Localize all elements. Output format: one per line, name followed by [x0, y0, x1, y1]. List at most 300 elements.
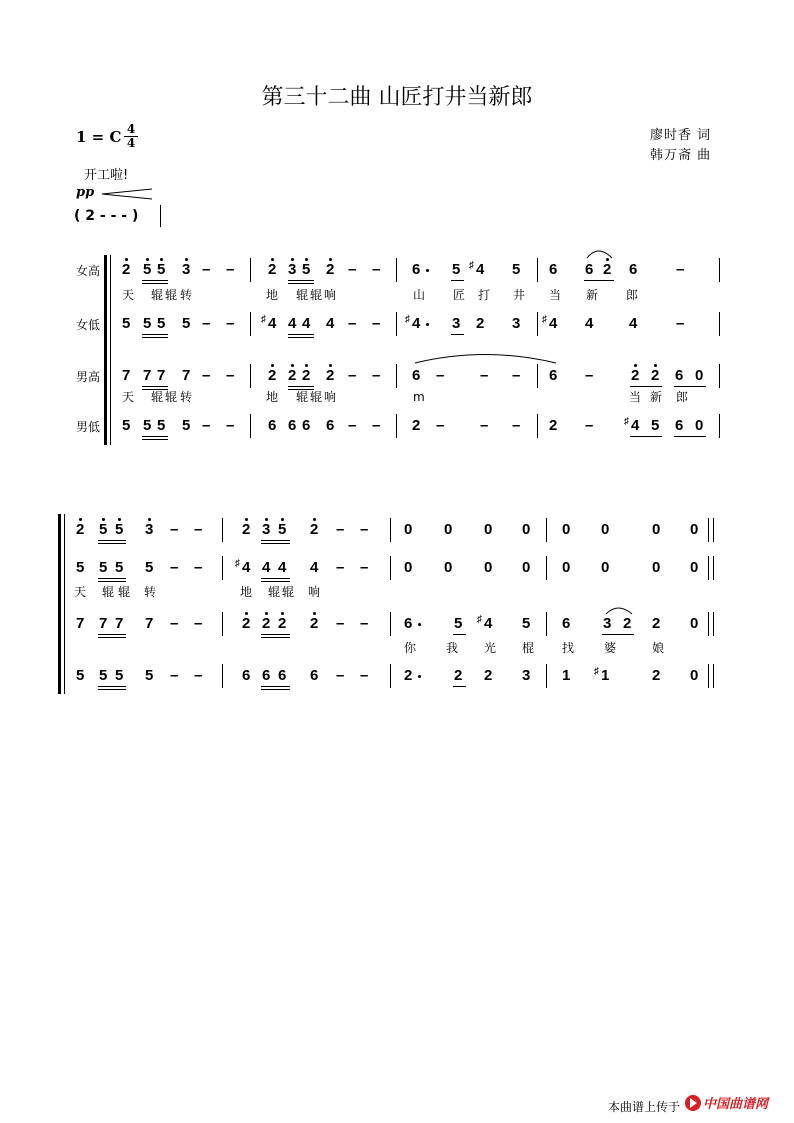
- note: 5: [143, 315, 152, 332]
- beam-underline: [261, 543, 290, 544]
- note: 2: [326, 261, 335, 278]
- note: 4 ♯: [542, 314, 558, 332]
- note: 5: [122, 315, 131, 332]
- extension-dash: –: [512, 417, 521, 434]
- extension-dash: –: [436, 367, 445, 384]
- system-bracket: [58, 514, 61, 694]
- lyric-alto: 地: [240, 585, 253, 599]
- octave-dot-high: [160, 258, 163, 261]
- meter-top: 4: [126, 122, 136, 136]
- note: 6: [242, 667, 251, 684]
- beam-underline: [98, 578, 126, 579]
- note: 7: [145, 615, 154, 632]
- note: 2: [262, 615, 271, 632]
- barline: [396, 258, 397, 282]
- octave-dot-high: [271, 258, 274, 261]
- final-barline: [708, 556, 709, 580]
- lyric-tenor: 郎: [676, 390, 689, 404]
- octave-dot-high: [305, 258, 308, 261]
- octave-dot-high: [329, 364, 332, 367]
- barline: [396, 312, 397, 336]
- beam-underline: [142, 334, 168, 335]
- note: 4: [302, 315, 311, 332]
- octave-dot-high: [146, 258, 149, 261]
- barline: [250, 364, 251, 388]
- extension-dash: –: [372, 261, 381, 278]
- note: 2: [326, 367, 335, 384]
- lyric-tenor-2: 找: [562, 641, 575, 655]
- note: 4 ♯: [235, 558, 251, 576]
- rest: 0: [601, 559, 610, 576]
- rest: 0: [484, 559, 493, 576]
- beam-underline: [98, 637, 126, 638]
- beam-underline: [142, 386, 168, 387]
- lyric-soprano: 井: [513, 288, 526, 302]
- extension-dash: –: [372, 315, 381, 332]
- part-label: 男高: [76, 370, 101, 384]
- note: 2: [549, 417, 558, 434]
- note: 1: [562, 667, 571, 684]
- barline: [719, 364, 720, 388]
- lyric-tenor-2: 棍: [522, 641, 535, 655]
- note: 2: [242, 615, 251, 632]
- lyric-tenor-2: 你: [404, 641, 417, 655]
- lyric-soprano: 郎: [626, 288, 639, 302]
- final-barline: [713, 556, 714, 580]
- lyric-soprano: 山: [413, 288, 426, 302]
- note: 7: [182, 367, 191, 384]
- meter-bottom: 4: [126, 136, 136, 150]
- final-barline: [713, 664, 714, 688]
- sharp-sign: ♯: [405, 314, 410, 325]
- crescendo-hairpin: [100, 187, 154, 201]
- sharp-sign: ♯: [542, 314, 547, 325]
- extension-dash: –: [585, 417, 594, 434]
- lyric-alto: 转: [144, 585, 157, 599]
- beam-underline: [288, 337, 314, 338]
- intro-text: 开工啦!: [84, 168, 129, 183]
- beam-underline: [630, 386, 662, 387]
- barline: [546, 612, 547, 636]
- note: 5: [157, 261, 166, 278]
- lyric-alto: 天: [74, 585, 87, 599]
- intro-barline: [160, 205, 161, 227]
- note: 5: [99, 521, 108, 538]
- rest: 0: [695, 367, 704, 384]
- extension-dash: –: [360, 521, 369, 538]
- beam-underline: [261, 540, 290, 541]
- note: 7: [122, 367, 131, 384]
- note: 2: [404, 667, 413, 684]
- lyric-soprano: 当: [549, 288, 562, 302]
- note: 7: [99, 615, 108, 632]
- lyric-tenor-2: 娘: [652, 641, 665, 655]
- lyric-tenor: 辊: [310, 390, 323, 404]
- note: 2: [268, 261, 277, 278]
- lyric-soprano: 响: [324, 288, 337, 302]
- system-bracket-thin: [110, 255, 111, 445]
- barline: [250, 414, 251, 438]
- rest: 0: [444, 559, 453, 576]
- barline: [546, 556, 547, 580]
- beam-underline: [98, 634, 126, 635]
- time-signature: [124, 124, 138, 149]
- extension-dash: –: [170, 667, 179, 684]
- extension-dash: –: [348, 261, 357, 278]
- note: 3: [512, 315, 521, 332]
- system-bracket-thin: [64, 514, 65, 694]
- beam-underline: [453, 686, 466, 687]
- octave-dot-high: [265, 612, 268, 615]
- extension-dash: –: [194, 521, 203, 538]
- note: 2: [310, 521, 319, 538]
- octave-dot-high: [265, 518, 268, 521]
- note: 6: [549, 261, 558, 278]
- slur: [415, 355, 556, 364]
- beam-underline: [142, 280, 168, 281]
- beam-underline: [98, 543, 126, 544]
- rest: 0: [404, 559, 413, 576]
- lyric-soprano: 天: [122, 288, 135, 302]
- note: 5: [143, 417, 152, 434]
- octave-dot-high: [291, 364, 294, 367]
- note: 2: [288, 367, 297, 384]
- barline: [390, 664, 391, 688]
- part-label: 女高: [76, 264, 101, 278]
- beam-underline: [98, 540, 126, 541]
- octave-dot-high: [305, 364, 308, 367]
- extension-dash: –: [360, 615, 369, 632]
- sharp-sign: ♯: [594, 666, 599, 677]
- extension-dash: –: [372, 367, 381, 384]
- note: 2: [484, 667, 493, 684]
- extension-dash: –: [202, 261, 211, 278]
- composer-credit: 韩万斋 曲: [650, 148, 712, 163]
- slur: [606, 608, 632, 614]
- sharp-sign: ♯: [469, 260, 474, 271]
- note: 6: [675, 367, 684, 384]
- extension-dash: –: [194, 615, 203, 632]
- octave-dot-high: [79, 518, 82, 521]
- lyric-tenor: 辊: [151, 390, 164, 404]
- rest: 0: [690, 559, 699, 576]
- rest: 0: [562, 559, 571, 576]
- note: 5: [452, 261, 461, 278]
- barline: [719, 312, 720, 336]
- note: 4: [262, 559, 271, 576]
- lyric-tenor-2: 婆: [604, 641, 617, 655]
- lyric-tenor: 天: [122, 390, 135, 404]
- note: 2: [476, 315, 485, 332]
- lyric-soprano: 辊: [151, 288, 164, 302]
- rest: 0: [690, 667, 699, 684]
- extension-dash: –: [202, 417, 211, 434]
- barline: [390, 518, 391, 542]
- sharp-sign: ♯: [235, 558, 240, 569]
- note: 3: [452, 315, 461, 332]
- extension-dash: –: [336, 667, 345, 684]
- lyric-alto: 辊: [118, 585, 131, 599]
- beam-underline: [451, 334, 464, 335]
- intro-phrase: ( 2 - - - ): [74, 208, 139, 224]
- part-label: 男低: [76, 420, 101, 434]
- lyricist-credit: 廖时香 词: [650, 128, 712, 143]
- lyric-alto: 辊: [282, 585, 295, 599]
- lyric-tenor: m: [413, 390, 425, 404]
- barline: [537, 364, 538, 388]
- barline: [546, 518, 547, 542]
- rest: 0: [652, 521, 661, 538]
- note: 4: [326, 315, 335, 332]
- barline: [390, 556, 391, 580]
- extension-dash: –: [348, 417, 357, 434]
- extension-dash: –: [202, 315, 211, 332]
- extension-dash: –: [480, 367, 489, 384]
- beam-underline: [288, 283, 314, 284]
- final-barline: [708, 664, 709, 688]
- note: 6: [675, 417, 684, 434]
- beam-underline: [451, 280, 464, 281]
- extension-dash: –: [226, 367, 235, 384]
- octave-dot-high: [329, 258, 332, 261]
- sharp-sign: ♯: [477, 614, 482, 625]
- beam-underline: [98, 581, 126, 582]
- beam-underline: [453, 634, 466, 635]
- sharp-sign: ♯: [261, 314, 266, 325]
- octave-dot-high: [271, 364, 274, 367]
- octave-dot-high: [606, 258, 609, 261]
- rest: 0: [404, 521, 413, 538]
- note: 5: [115, 559, 124, 576]
- note: 2: [302, 367, 311, 384]
- note: 5: [122, 417, 131, 434]
- note: 4 ♯: [405, 314, 421, 332]
- lyric-soprano: 辊: [296, 288, 309, 302]
- note: 5: [454, 615, 463, 632]
- beam-underline: [261, 581, 290, 582]
- rest: 0: [652, 559, 661, 576]
- note: 7: [115, 615, 124, 632]
- note: 2: [631, 367, 640, 384]
- extension-dash: –: [360, 667, 369, 684]
- note: 1 ♯: [594, 666, 610, 684]
- note: 5: [512, 261, 521, 278]
- note: 3: [603, 615, 612, 632]
- note: 5: [76, 667, 85, 684]
- rest: 0: [522, 559, 531, 576]
- extension-dash: –: [676, 261, 685, 278]
- lyric-soprano: 新: [586, 288, 599, 302]
- lyric-tenor: 当: [629, 390, 642, 404]
- final-barline: [713, 518, 714, 542]
- note: 3: [182, 261, 191, 278]
- note: 4: [629, 315, 638, 332]
- note: 2: [603, 261, 612, 278]
- note: 6: [262, 667, 271, 684]
- note: 7: [157, 367, 166, 384]
- beam-underline: [674, 436, 706, 437]
- note: 5: [157, 417, 166, 434]
- barline: [537, 258, 538, 282]
- extension-dash: –: [372, 417, 381, 434]
- note: 7: [143, 367, 152, 384]
- extension-dash: –: [360, 559, 369, 576]
- extension-dash: –: [202, 367, 211, 384]
- note: 2: [651, 367, 660, 384]
- lyric-soprano: 辊: [165, 288, 178, 302]
- octave-dot-high: [313, 612, 316, 615]
- beam-underline: [142, 439, 168, 440]
- extension-dash: –: [336, 559, 345, 576]
- barline: [537, 414, 538, 438]
- lyric-alto: 辊: [102, 585, 115, 599]
- note: 5: [99, 667, 108, 684]
- note: 6: [302, 417, 311, 434]
- beam-underline: [98, 686, 126, 687]
- note: 5: [302, 261, 311, 278]
- beam-underline: [602, 634, 634, 635]
- barline: [222, 518, 223, 542]
- extension-dash: –: [512, 367, 521, 384]
- note: 6: [549, 367, 558, 384]
- note: 6: [629, 261, 638, 278]
- lyric-tenor-2: 光: [484, 641, 497, 655]
- note: 5: [115, 521, 124, 538]
- rest: 0: [562, 521, 571, 538]
- beam-underline: [98, 689, 126, 690]
- note: 3: [522, 667, 531, 684]
- note: 2: [454, 667, 463, 684]
- note: 3: [262, 521, 271, 538]
- barline: [719, 258, 720, 282]
- augmentation-dot: [418, 675, 421, 678]
- footer-text: 本曲谱上传于: [607, 1100, 680, 1114]
- svg-text:中国曲谱网: 中国曲谱网: [703, 1097, 769, 1112]
- octave-dot-high: [281, 518, 284, 521]
- beam-underline: [630, 436, 662, 437]
- note: 5: [115, 667, 124, 684]
- augmentation-dot: [426, 269, 429, 272]
- barline: [390, 612, 391, 636]
- barline: [250, 312, 251, 336]
- note: 6: [585, 261, 594, 278]
- lyric-alto: 响: [308, 585, 321, 599]
- extension-dash: –: [480, 417, 489, 434]
- note: 2: [310, 615, 319, 632]
- beam-underline: [261, 689, 290, 690]
- final-barline: [708, 518, 709, 542]
- note: 5: [182, 417, 191, 434]
- note: 3: [145, 521, 154, 538]
- lyric-tenor: 新: [650, 390, 663, 404]
- beam-underline: [261, 634, 290, 635]
- extension-dash: –: [676, 315, 685, 332]
- note: 5: [145, 667, 154, 684]
- beam-underline: [288, 386, 314, 387]
- note: 5: [99, 559, 108, 576]
- extension-dash: –: [194, 559, 203, 576]
- extension-dash: –: [436, 417, 445, 434]
- lyric-tenor-2: 我: [446, 641, 459, 655]
- rest: 0: [690, 521, 699, 538]
- note: 2: [652, 667, 661, 684]
- note: 4 ♯: [469, 260, 485, 278]
- final-barline: [713, 612, 714, 636]
- barline: [719, 414, 720, 438]
- lyric-tenor: 辊: [296, 390, 309, 404]
- lyric-tenor: 地: [266, 390, 279, 404]
- beam-underline: [584, 280, 614, 281]
- note: 5: [76, 559, 85, 576]
- barline: [222, 556, 223, 580]
- rest: 0: [601, 521, 610, 538]
- note: 4: [310, 559, 319, 576]
- rest: 0: [690, 615, 699, 632]
- note: 5: [157, 315, 166, 332]
- extension-dash: –: [336, 521, 345, 538]
- lyric-soprano: 辊: [310, 288, 323, 302]
- page-title: 第三十二曲 山匠打井当新郎: [261, 85, 533, 110]
- beam-underline: [261, 578, 290, 579]
- rest: 0: [444, 521, 453, 538]
- note: 3: [288, 261, 297, 278]
- barline: [222, 612, 223, 636]
- note: 6: [412, 261, 421, 278]
- extension-dash: –: [336, 615, 345, 632]
- note: 4 ♯: [624, 416, 640, 434]
- note: 6: [310, 667, 319, 684]
- octave-dot-high: [245, 612, 248, 615]
- beam-underline: [261, 637, 290, 638]
- octave-dot-high: [102, 518, 105, 521]
- lyric-tenor: 转: [180, 390, 193, 404]
- note: 6: [268, 417, 277, 434]
- augmentation-dot: [426, 323, 429, 326]
- beam-underline: [288, 280, 314, 281]
- note: 5: [522, 615, 531, 632]
- note: 6: [562, 615, 571, 632]
- rest: 0: [484, 521, 493, 538]
- lyric-tenor: 辊: [165, 390, 178, 404]
- note: 2: [412, 417, 421, 434]
- octave-dot-high: [291, 258, 294, 261]
- note: 2: [268, 367, 277, 384]
- note: 2: [76, 521, 85, 538]
- note: 6: [412, 367, 421, 384]
- beam-underline: [288, 334, 314, 335]
- note: 4 ♯: [477, 614, 493, 632]
- note: 4: [585, 315, 594, 332]
- system-bracket: [104, 255, 107, 445]
- sharp-sign: ♯: [624, 416, 629, 427]
- note: 6: [278, 667, 287, 684]
- extension-dash: –: [170, 615, 179, 632]
- barline: [396, 414, 397, 438]
- octave-dot-high: [148, 518, 151, 521]
- note: 2: [242, 521, 251, 538]
- octave-dot-high: [634, 364, 637, 367]
- note: 5: [145, 559, 154, 576]
- part-label: 女低: [76, 318, 101, 332]
- extension-dash: –: [170, 559, 179, 576]
- note: 6: [404, 615, 413, 632]
- octave-dot-high: [245, 518, 248, 521]
- lyric-soprano: 转: [180, 288, 193, 302]
- note: 5: [182, 315, 191, 332]
- beam-underline: [261, 686, 290, 687]
- extension-dash: –: [226, 417, 235, 434]
- note: 5: [278, 521, 287, 538]
